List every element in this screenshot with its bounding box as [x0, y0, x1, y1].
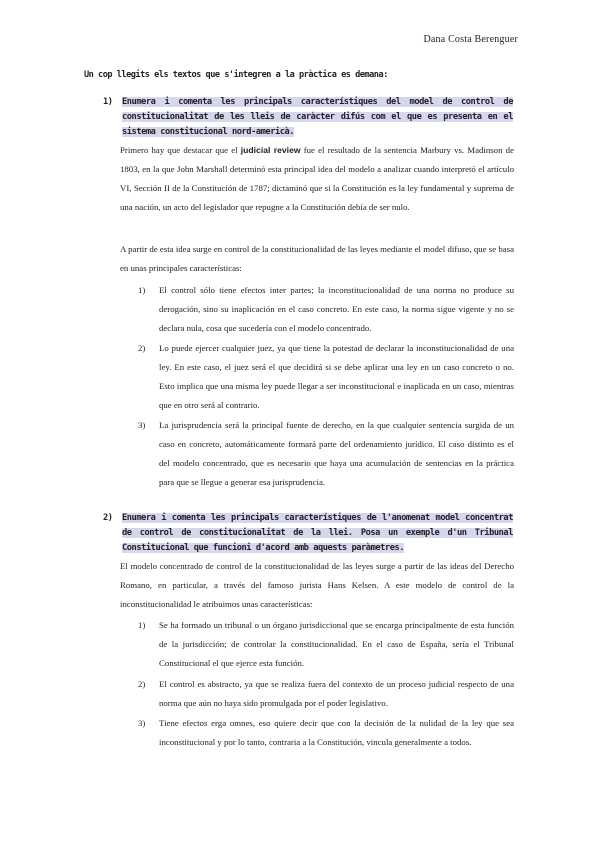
list-text: La jurisprudencia será la principal fuente de derecho, en la que cualquier sentencia surgida de un caso en concreto, automáticamente formará parte del ordenamiento jurídico. El caso distinto es el del modelo concentrado, que es necesario que haya una acumulación de sentencias en la práctica para que se llegue a generar esa jurisprudencia. — [159, 420, 514, 487]
list-text: El control sólo tiene efectos inter partes; la inconstitucionalidad de una norma no produce su derogación, sino su inaplicación en el caso concreto. En este caso, la norma sigue vigente y no se declara nula, cosa que sucedería con el modelo concentrado. — [159, 285, 514, 333]
question-1 — [103, 95, 513, 140]
list-number: 2) — [138, 343, 146, 353]
question-number: 1) — [103, 97, 113, 107]
list-item — [138, 714, 514, 752]
question-text: Enumera i comenta les principals característiques del model de control de constitucionalitat de les lleis de caràcter difús com el que es presenta en el sistema constitucional nord-americà. — [122, 97, 513, 137]
list-item — [138, 675, 514, 713]
question-2 — [103, 511, 513, 556]
paragraph: El modelo concentrado de control de la constitucionalidad de las leyes surge a partir de las ideas del Derecho Romano, en particular, a través del famoso jurista Hans Kelsen. A este modelo de control de la inconstitucionalidad le atribuimos unas características: — [120, 561, 514, 609]
question-number: 2) — [103, 513, 113, 523]
paragraph: Primero hay que destacar que el judicial review fue el resultado de la sentencia Marbury vs. Madinson de 1803, en la que John Marshall determinó esta principal idea del modelo a analizar cuando interpretó el artículo VI, Sección II de la Constitución de 1787; dictaminó que si la Constitución es la ley fundamental y suprema de una nación, un acto del legislador que repugne a la Constitución debía de ser nulo. — [120, 145, 514, 212]
bold-term: judicial review — [240, 145, 301, 155]
intro-instruction: Un cop llegits els textos que s'integren a la pràctica es demana: — [84, 70, 388, 80]
list-text: Tiene efectos erga omnes, eso quiere decir que con la decisión de la nulidad de la ley que sea inconstitucional y por lo tanto, contraria a la Constitución, vincula generalmente a todos. — [159, 718, 514, 747]
list-text: Lo puede ejercer cualquier juez, ya que tiene la potestad de declarar la inconstitucionalidad de una ley. En este caso, el juez será el que decidirá si se debe aplicar una ley en un caso concreto o no. Esto implica que una misma ley puede llegar a ser inconstitucional e inaplicada en un caso, mientras que en otro será al contrario. — [159, 343, 514, 410]
list-item — [138, 339, 514, 415]
list-item — [138, 416, 514, 492]
paragraph: A partir de esta idea surge en control de la constitucionalidad de las leyes mediante el model difuso, que se basa en unas principales características: — [120, 244, 514, 273]
list-number: 3) — [138, 718, 146, 728]
list-text: Se ha formado un tribunal o un órgano jurisdiccional que se encarga principalmente de esta función de la jurisdicción; de controlar la constitucionalidad. En el caso de España, sería el Tribunal Constitucional el que ejerce esta función. — [159, 620, 514, 668]
question-text: Enumera i comenta les principals característiques de l'anomenat model concentrat de control de constitucionalitat de la llei. Posa un exemple d'un Tribunal Constitucional que funcioni d'acord amb aquests paràmetres. — [122, 513, 513, 553]
list-number: 3) — [138, 420, 146, 430]
list-number: 1) — [138, 285, 146, 295]
list-item — [138, 616, 514, 673]
list-number: 1) — [138, 620, 146, 630]
author-header: Dana Costa Berenguer — [423, 34, 518, 45]
list-item — [138, 281, 514, 338]
list-number: 2) — [138, 679, 146, 689]
list-text: El control es abstracto, ya que se realiza fuera del contexto de un proceso judicial respecto de una norma que aún no haya sido promulgada por el poder legislativo. — [159, 679, 514, 708]
